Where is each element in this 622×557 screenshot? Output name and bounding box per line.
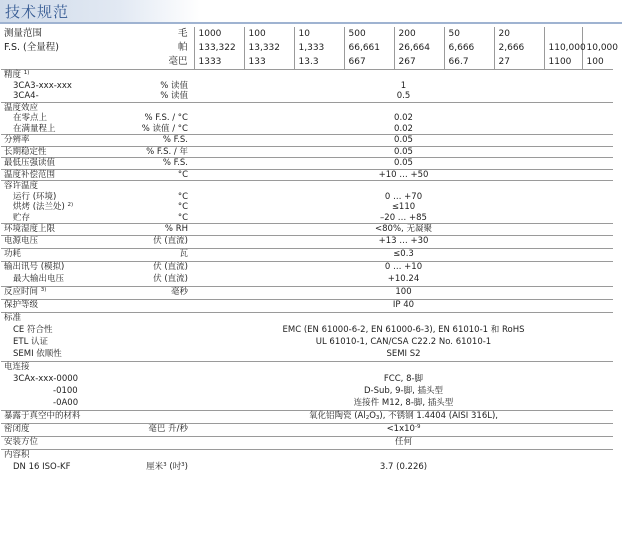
row-label: 保护等级 [1, 299, 116, 312]
row-label: 电源电压 [1, 235, 116, 248]
range-unit-pa: 帕 [177, 42, 188, 53]
row-label: 输出讯号 (模拟) [1, 261, 116, 274]
row-label: -0100 [53, 386, 78, 397]
row-value: ≤0.3 [194, 248, 613, 261]
row-unit: °C [116, 169, 194, 181]
row-label: -0A00 [53, 398, 79, 409]
range-cell: 200 [394, 27, 444, 41]
row-unit: % 读值 [160, 91, 188, 101]
section-title: 技术规范 [5, 3, 70, 21]
row-value: UL 61010-1, CAN/CSA C22.2 No. 61010-1 [315, 337, 492, 348]
range-cell: 6,666 [444, 41, 494, 55]
row-label: 3CAx-xxx-0000 [13, 374, 79, 385]
row-conn-0000 [1, 374, 613, 386]
row-value: 0.5 [396, 91, 411, 101]
row-min-reading [1, 158, 613, 170]
row-value: <80%, 无凝聚 [194, 224, 613, 236]
range-cell [582, 27, 613, 41]
row-value: 0.05 [194, 146, 613, 158]
range-cell: 66,661 [344, 41, 394, 55]
row-value: D-Sub, 9-脚, 插头型 [363, 386, 444, 397]
row-value: SEMI S2 [386, 349, 421, 360]
row-label: 标准 [1, 312, 613, 325]
row-value: 0 … +70 [384, 191, 423, 202]
row-value: FCC, 8-脚 [383, 374, 424, 385]
row-label: 在零点上 [13, 113, 48, 123]
row-materials [1, 410, 613, 423]
range-cell: 27 [494, 55, 544, 70]
row-accuracy-3ca3 [1, 81, 613, 92]
row-semi [1, 349, 613, 362]
row-standards [1, 312, 613, 325]
row-label: 精度 $^{1)}$ [4, 70, 30, 80]
range-cell: 667 [344, 55, 394, 70]
row-label: 反应时间 $^{3)}$ [1, 286, 116, 299]
row-label: ETL 认证 [13, 337, 49, 348]
row-accuracy-3ca4 [1, 91, 613, 102]
row-label: 长期稳定性 [1, 146, 116, 158]
row-unit: % 读值 / °C [141, 123, 188, 134]
row-operation [1, 192, 613, 203]
row-label: 密闭度 [1, 423, 116, 436]
row-accuracy [1, 70, 613, 81]
row-etl [1, 337, 613, 349]
row-ce [1, 325, 613, 337]
range-cell: 26,664 [394, 41, 444, 55]
range-cell: 13.3 [294, 55, 344, 70]
range-row-torr [1, 27, 613, 41]
range-cell: 10,000 [582, 41, 613, 55]
range-cell: 1333 [194, 55, 244, 70]
row-value: ≤110 [391, 202, 416, 212]
row-unit: °C [177, 202, 188, 212]
row-value: 任何 [194, 436, 613, 449]
row-label: CE 符合性 [13, 325, 53, 336]
row-unit: % RH [116, 224, 194, 236]
row-unit: 伏 (直流) [116, 261, 194, 274]
row-label: 安装方位 [1, 436, 116, 449]
row-label: 在满量程上 [13, 123, 56, 134]
row-dn16 [1, 462, 613, 474]
range-cell: 133 [244, 55, 294, 70]
range-row-pa [1, 41, 613, 55]
row-value: 3.7 (0.226) [379, 462, 428, 473]
row-value: $<1x10^{-9}$ [194, 423, 613, 436]
row-label: 3CA3-xxx-xxx [13, 80, 72, 91]
row-unit: % F.S. / °C [144, 113, 188, 123]
row-label: 内容积 [1, 449, 613, 462]
row-mounting [1, 436, 613, 449]
row-protection [1, 299, 613, 312]
row-label: 温度补偿范围 [1, 169, 116, 181]
row-value: 连接件 M12, 8-脚, 插头型 [353, 398, 454, 409]
row-value: –20 … +85 [380, 212, 427, 223]
range-cell: 1100 [544, 55, 582, 70]
row-unit: °C [177, 212, 188, 223]
row-resolution [1, 135, 613, 147]
range-cell: 100 [244, 27, 294, 41]
section-header [0, 0, 622, 22]
row-label: 容许温度 [1, 181, 613, 192]
row-volume [1, 449, 613, 462]
row-output-signal [1, 261, 613, 274]
row-bakeout [1, 202, 613, 213]
row-label: 功耗 [1, 248, 116, 261]
row-unit: 伏 (直流) [116, 235, 194, 248]
row-label: 温度效应 [1, 102, 613, 113]
range-unit-torr: 毛 [177, 28, 188, 39]
row-storage [1, 213, 613, 224]
range-cell: 1000 [194, 27, 244, 41]
row-temp-comp [1, 169, 613, 181]
row-te-zero [1, 113, 613, 124]
row-value: 1 [400, 80, 407, 91]
row-label: 贮存 [13, 212, 31, 223]
range-label: 测量范围 [4, 28, 43, 39]
range-cell: 2,666 [494, 41, 544, 55]
row-unit: % 读值 [160, 80, 188, 91]
row-label: SEMI 依顺性 [13, 349, 62, 360]
row-label: 烘烤 (法兰处) $^{2)}$ [13, 202, 74, 212]
row-tightness [1, 423, 613, 436]
row-unit: 毫秒 [116, 286, 194, 299]
range-cell: 1,333 [294, 41, 344, 55]
range-cell: 50 [444, 27, 494, 41]
row-value: 0 … +10 [194, 261, 613, 274]
row-conn-0100 [1, 386, 613, 398]
row-value: 0.05 [194, 158, 613, 170]
row-label: 分辨率 [1, 135, 116, 147]
row-value: IP 40 [194, 299, 613, 312]
row-value: 100 [194, 286, 613, 299]
row-unit: 毫巴 升/秒 [116, 423, 194, 436]
row-temp-effect [1, 102, 613, 113]
row-label: 最低压强读值 [1, 158, 116, 170]
range-cell: 100 [582, 55, 613, 70]
row-label: 暴露于真空中的材料 [1, 410, 194, 423]
range-row-mbar [1, 55, 613, 70]
row-value: 0.02 [394, 113, 413, 123]
range-label-fs: F.S. (全量程) [4, 42, 59, 53]
row-value: 0.05 [194, 135, 613, 147]
row-unit: % F.S. [116, 158, 194, 170]
row-value: +10 … +50 [194, 169, 613, 181]
row-electrical [1, 361, 613, 374]
range-cell: 20 [494, 27, 544, 41]
row-allowed-temp [1, 181, 613, 192]
range-cell: 267 [394, 55, 444, 70]
row-power [1, 248, 613, 261]
range-unit-mbar: 毫巴 [116, 55, 194, 70]
row-label: 3CA4- [13, 91, 39, 101]
row-value: EMC (EN 61000-6-2, EN 61000-6-3), EN 61010-1 和 RoHS [282, 325, 525, 336]
row-unit: 瓦 [116, 248, 194, 261]
row-label: 电连接 [1, 361, 613, 374]
row-value: +13 … +30 [194, 235, 613, 248]
range-cell: 10 [294, 27, 344, 41]
row-humidity [1, 224, 613, 236]
range-cell: 133,322 [194, 41, 244, 55]
row-value: +10.24 [387, 274, 420, 285]
range-cell: 66.7 [444, 55, 494, 70]
row-conn-0a00 [1, 398, 613, 411]
range-cell: 500 [344, 27, 394, 41]
row-unit: 伏 (直流) [153, 274, 188, 285]
row-value: 0.02 [394, 123, 413, 134]
row-response-time [1, 286, 613, 299]
spec-table [1, 27, 618, 474]
row-te-full [1, 124, 613, 135]
range-cell: 110,000 [544, 41, 582, 55]
row-unit: % F.S. / 年 [116, 146, 194, 158]
range-cell [544, 27, 582, 41]
row-max-output [1, 274, 613, 287]
row-long-term [1, 146, 613, 158]
row-label: 环境湿度上限 [1, 224, 116, 236]
row-label: DN 16 ISO-KF [13, 462, 71, 473]
row-supply-voltage [1, 235, 613, 248]
row-value: 氧化铝陶瓷 $(Al_2O_3)$, 不锈钢 1.4404 (AISI 316L), [194, 410, 613, 423]
range-cell: 13,332 [244, 41, 294, 55]
row-unit: °C [177, 191, 188, 202]
row-unit: % F.S. [116, 135, 194, 147]
row-label: 最大输出电压 [13, 274, 65, 285]
row-unit: 厘米$^3$ (吋$^3$) [146, 462, 188, 473]
row-label: 运行 (环境) [13, 191, 57, 202]
header-rule [0, 22, 622, 24]
